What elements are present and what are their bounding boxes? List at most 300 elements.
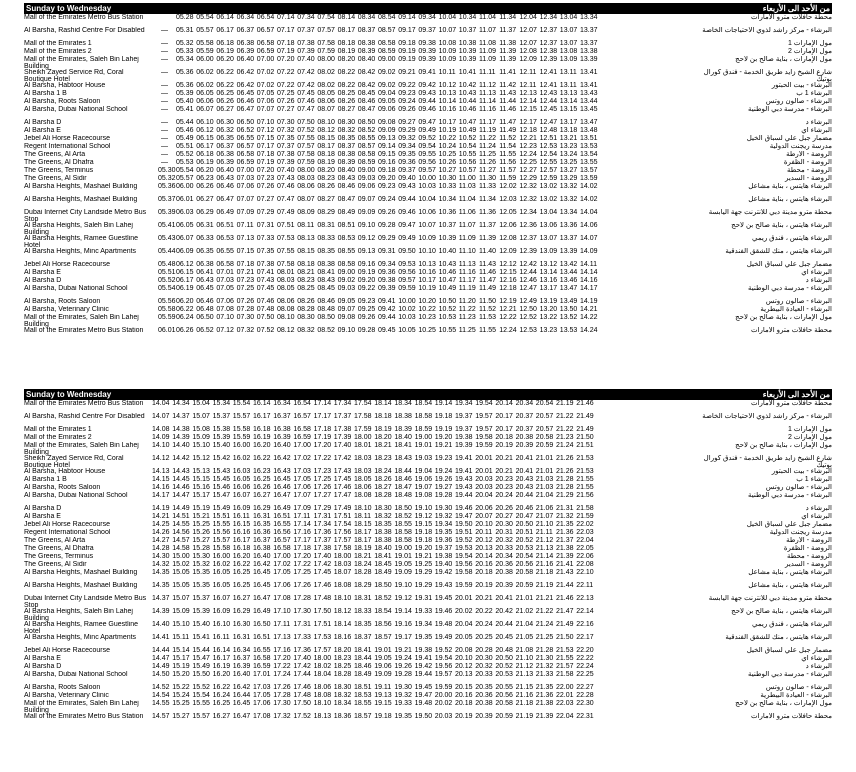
time-cell: 11.00 <box>458 175 476 182</box>
stop-name-en: Mall of the Emirates 1 <box>24 426 92 433</box>
time-cell: 21.16 <box>515 692 534 699</box>
time-cell: 18.08 <box>333 582 352 589</box>
time-cell: 17.19 <box>313 434 332 441</box>
time-cell: 19.46 <box>434 608 453 615</box>
first-departure-cell: — <box>161 98 168 105</box>
time-cell: 22.04 <box>556 713 574 720</box>
time-cell: 17.49 <box>333 505 352 512</box>
time-cell: 09.26 <box>378 209 396 216</box>
time-cell: 16.17 <box>232 537 251 544</box>
time-cell: 13.47 <box>559 285 578 292</box>
time-cell: 06.57 <box>236 143 255 150</box>
time-cell: 10.07 <box>438 27 457 34</box>
time-cell: 09.20 <box>357 277 376 284</box>
time-cell: 18.34 <box>333 700 352 707</box>
time-cell: 06.14 <box>216 14 234 21</box>
time-cell: 10.03 <box>418 183 436 190</box>
time-cell: 14.10 <box>152 442 170 449</box>
timetable-row <box>24 27 832 40</box>
time-cell: 20.59 <box>535 442 554 449</box>
time-cell: 08.48 <box>317 306 335 313</box>
time-cell: 17.02 <box>293 455 311 462</box>
time-cell: 12.50 <box>519 306 537 313</box>
time-cell: 09.35 <box>398 151 416 158</box>
time-cell: 20.45 <box>495 634 513 641</box>
time-cell: 14.28 <box>152 545 170 552</box>
time-cell: 09.45 <box>378 327 396 334</box>
time-cell: 15.57 <box>212 537 231 544</box>
time-cell: 15.41 <box>192 634 210 641</box>
time-cell: 15.00 <box>172 553 190 560</box>
time-cell: 12.36 <box>519 222 537 229</box>
time-cell: 19.51 <box>455 529 473 536</box>
time-cell: 16.31 <box>232 634 251 641</box>
stop-name-ar: البرشاء د <box>805 277 832 284</box>
time-cell: 11.19 <box>458 285 476 292</box>
time-cell: 19.29 <box>414 582 433 589</box>
time-cell: 20.03 <box>475 476 493 483</box>
time-cell: 15.20 <box>172 671 190 678</box>
time-cell: 09.38 <box>378 277 396 284</box>
time-cell: 06.42 <box>236 69 255 76</box>
time-cell: 15.04 <box>192 400 210 407</box>
time-cell: 08.15 <box>297 248 315 255</box>
time-cell: 18.03 <box>354 468 372 475</box>
time-cell: 19.03 <box>414 455 433 462</box>
time-cell: 13.54 <box>580 151 598 158</box>
time-cell: 16.29 <box>232 608 251 615</box>
time-cell: 19.26 <box>394 663 412 670</box>
time-cell: 21.18 <box>535 569 554 576</box>
stop-name-en: Al Barsha, Roots Saloon <box>24 484 101 491</box>
time-cell: 17.08 <box>273 595 291 602</box>
time-cell: 19.41 <box>455 468 473 475</box>
time-cell: 07.34 <box>297 14 315 21</box>
time-cell: 07.52 <box>256 327 275 334</box>
time-cell: 13.53 <box>559 327 578 334</box>
stop-name-ar: البرشاء - صالون روتس <box>765 484 832 491</box>
time-cell: 07.05 <box>256 90 275 97</box>
stop-name-ar: البرشاء هايتس ، بناية مشاعل <box>748 183 832 190</box>
first-departure-cell: — <box>161 69 168 76</box>
time-cell: 14.26 <box>152 529 170 536</box>
stop-name-en: Al Barsha, Dubai National School <box>24 106 128 113</box>
time-cell: 07.13 <box>236 235 255 242</box>
time-cell: 17.26 <box>293 582 311 589</box>
stop-name-en: The Greens, Al Sidir <box>24 561 87 568</box>
time-cell: 06.15 <box>176 269 194 276</box>
time-cell: 06.12 <box>196 127 214 134</box>
time-cell: 19.57 <box>434 671 453 678</box>
time-cell: 17.31 <box>313 513 332 520</box>
time-cell: 18.06 <box>313 684 332 691</box>
time-cell: 19.29 <box>414 569 433 576</box>
time-cell: 11.46 <box>499 106 517 113</box>
time-cell: 17.25 <box>293 569 311 576</box>
time-cell: 09.13 <box>357 248 376 255</box>
timetable-row <box>24 106 832 119</box>
time-cell: 20.01 <box>475 468 493 475</box>
time-cell: 12.32 <box>519 196 537 203</box>
time-cell: 19.15 <box>374 700 392 707</box>
stop-name-ar: مول الإمارات 1 <box>788 40 832 47</box>
time-cell: 17.48 <box>293 692 311 699</box>
time-cell: 21.22 <box>535 608 554 615</box>
first-departure-cell: — <box>161 40 168 47</box>
time-cell: 11.23 <box>458 314 476 321</box>
time-cell: 22.08 <box>576 561 594 568</box>
time-cell: 07.43 <box>277 175 295 182</box>
time-cell: 15.40 <box>212 442 231 449</box>
time-cell: 10.34 <box>458 14 477 21</box>
time-cell: 07.43 <box>256 277 275 284</box>
time-cell: 11.27 <box>479 167 496 174</box>
time-cell: 20.03 <box>434 713 453 720</box>
time-cell: 17.14 <box>313 400 332 407</box>
timetable-row <box>24 671 832 684</box>
time-cell: 14.55 <box>152 700 170 707</box>
time-cell: 17.25 <box>313 476 332 483</box>
time-cell: 08.19 <box>337 48 356 55</box>
timetable-row <box>24 327 832 340</box>
stop-name-ar: البرشاء - العيادة البيطرية <box>760 306 832 313</box>
time-cell: 09.57 <box>418 167 436 174</box>
time-cell: 09.08 <box>337 314 356 321</box>
time-cell: 11.49 <box>479 285 496 292</box>
time-cell: 15.52 <box>192 684 210 691</box>
time-cell: 09.09 <box>378 127 396 134</box>
time-cell: 18.18 <box>374 413 392 420</box>
stop-name-en: Mall of the Emirates, Saleh Bin Lahej Building <box>24 700 139 714</box>
time-cell: 13.09 <box>539 248 558 255</box>
time-cell: 18.54 <box>374 608 392 615</box>
time-cell: 13.09 <box>559 56 578 63</box>
time-cell: 13.50 <box>559 306 578 313</box>
time-cell: 20.10 <box>475 521 493 528</box>
time-cell: 18.58 <box>414 413 433 420</box>
time-cell: 16.00 <box>232 442 251 449</box>
time-cell: 07.57 <box>297 143 315 150</box>
time-cell: 15.34 <box>212 400 231 407</box>
timetable-row <box>24 537 832 545</box>
stop-name-en: Jebel Ali Horse Racecourse <box>24 521 110 528</box>
time-cell: 19.05 <box>394 561 412 568</box>
time-cell: 08.54 <box>378 14 396 21</box>
time-cell: 21.35 <box>556 521 574 528</box>
time-cell: 18.10 <box>333 595 352 602</box>
time-cell: 08.37 <box>357 27 376 34</box>
time-cell: 09.42 <box>378 306 396 313</box>
time-cell: 18.44 <box>354 655 372 662</box>
time-cell: 21.31 <box>556 505 574 512</box>
time-cell: 17.59 <box>354 426 372 433</box>
time-cell: 13.32 <box>559 196 578 203</box>
time-cell: 21.21 <box>535 595 554 602</box>
time-cell: 17.33 <box>293 634 311 641</box>
time-cell: 09.05 <box>337 298 356 305</box>
time-cell: 11.36 <box>479 209 496 216</box>
time-cell: 12.05 <box>499 209 517 216</box>
time-cell: 18.53 <box>354 692 372 699</box>
time-cell: 09.16 <box>378 159 396 166</box>
time-cell: 18.26 <box>374 476 392 483</box>
time-cell: 18.27 <box>374 484 392 491</box>
time-cell: 06.03 <box>176 209 194 216</box>
time-cell: 21.57 <box>556 663 574 670</box>
time-cell: 16.11 <box>232 513 250 520</box>
stop-name-en: Al Barsha 1 B <box>24 476 67 483</box>
time-cell: 17.17 <box>313 413 332 420</box>
first-departure-cell: — <box>161 82 168 89</box>
time-cell: 05.39 <box>176 90 194 97</box>
time-cell: 13.19 <box>539 298 558 305</box>
timetable-row <box>24 521 832 529</box>
time-cell: 18.49 <box>374 569 392 576</box>
time-cell: 07.25 <box>277 90 295 97</box>
time-cell: 19.05 <box>374 655 392 662</box>
stop-name-ar: البرشاء هايتس ، بناية صالح بن لاحج <box>731 222 832 229</box>
time-cell: 05.51 <box>176 143 194 150</box>
time-cell: 12.37 <box>539 40 558 47</box>
stop-name-en: Mall of the Emirates Metro Bus Station <box>24 400 144 407</box>
time-cell: 12.23 <box>519 143 537 150</box>
timetable-row <box>24 655 832 663</box>
time-cell: 16.45 <box>273 476 291 483</box>
time-cell: 18.38 <box>374 537 392 544</box>
time-cell: 06.59 <box>256 48 275 55</box>
time-cell: 08.55 <box>337 248 356 255</box>
time-cell: 16.22 <box>232 561 251 568</box>
time-cell: 15.39 <box>192 608 210 615</box>
time-cell: 20.41 <box>495 595 513 602</box>
time-cell: 09.02 <box>378 82 396 89</box>
time-cell: 10.25 <box>418 327 436 334</box>
stop-name-en: Jebel Ali Horse Racecourse <box>24 261 110 268</box>
time-cell: 07.32 <box>277 127 295 134</box>
time-cell: 07.51 <box>277 222 295 229</box>
time-cell: 17.53 <box>313 634 332 641</box>
time-cell: 08.46 <box>357 98 376 105</box>
time-cell: 21.39 <box>535 713 554 720</box>
time-cell: 06.45 <box>236 90 255 97</box>
time-cell: 19.12 <box>414 513 433 520</box>
time-cell: 18.41 <box>374 553 392 560</box>
time-cell: 21.08 <box>515 647 534 654</box>
time-cell: 22.11 <box>576 582 594 589</box>
time-cell: 13.17 <box>539 285 558 292</box>
time-cell: 16.00 <box>212 553 231 560</box>
time-cell: 17.34 <box>333 400 352 407</box>
time-cell: 21.22 <box>556 413 574 420</box>
time-cell: 15.54 <box>232 400 251 407</box>
time-cell: 17.30 <box>293 608 311 615</box>
time-cell: 17.36 <box>293 647 311 654</box>
time-cell: 07.38 <box>277 151 295 158</box>
time-cell: 19.19 <box>434 426 453 433</box>
time-cell: 18.14 <box>374 400 392 407</box>
time-cell: 13.47 <box>580 119 598 126</box>
time-cell: 06.19 <box>216 48 234 55</box>
time-cell: 19.59 <box>475 442 493 449</box>
time-cell: 09.07 <box>357 196 376 203</box>
time-cell: 08.42 <box>357 69 376 76</box>
time-cell: 13.32 <box>559 183 578 190</box>
time-cell: 10.13 <box>438 90 457 97</box>
time-cell: 18.31 <box>354 595 372 602</box>
time-cell: 16.56 <box>273 529 291 536</box>
stop-name-ar: مول الإمارات ، بناية صالح بن لاحج <box>735 700 832 707</box>
time-cell: 17.13 <box>273 634 291 641</box>
time-cell: 17.54 <box>333 521 352 528</box>
time-cell: 07.18 <box>277 40 295 47</box>
time-cell: 15.38 <box>212 426 231 433</box>
time-cell: 06.10 <box>196 119 214 126</box>
time-cell: 10.55 <box>438 327 457 334</box>
time-cell: 05.53 <box>176 159 194 166</box>
time-cell: 19.54 <box>434 655 453 662</box>
stop-name-en: Al Barsha Heights, Ramee Guestline Hotel <box>24 621 138 635</box>
time-cell: 12.57 <box>539 167 558 174</box>
time-cell: 10.47 <box>438 277 457 284</box>
time-cell: 16.07 <box>212 595 231 602</box>
time-cell: 11.09 <box>458 235 476 242</box>
stop-name-en: The Greens, Terminus <box>24 167 94 174</box>
time-cell: 09.37 <box>398 167 416 174</box>
stop-name-ar: محطة حافلات مترو الامارات <box>750 327 832 334</box>
time-cell: 18.23 <box>333 655 352 662</box>
time-cell: 09.50 <box>398 248 416 255</box>
time-cell: 19.11 <box>374 684 392 691</box>
time-cell: 07.30 <box>236 314 255 321</box>
time-cell: 08.42 <box>357 82 376 89</box>
time-cell: 13.37 <box>580 40 598 47</box>
stop-name-en: The Greens, Al Dhafra <box>24 159 94 166</box>
time-cell: 20.50 <box>515 521 534 528</box>
time-cell: 19.43 <box>455 476 473 483</box>
stop-name-ar: شارع الشيخ زايد طريق الخدمة - فندق كورال بوتيك <box>703 455 832 469</box>
time-cell: 08.20 <box>337 56 356 63</box>
time-cell: 16.18 <box>253 426 271 433</box>
time-cell: 12.45 <box>539 106 558 113</box>
time-cell: 18.33 <box>354 608 372 615</box>
time-cell: 07.35 <box>277 135 295 142</box>
stop-name-ar: البرشاء د <box>805 119 832 126</box>
time-cell: 10.42 <box>458 82 477 89</box>
stop-name-ar: الروضة - محطة <box>786 167 832 174</box>
time-cell: 17.51 <box>333 513 352 520</box>
time-cell: 11.04 <box>479 14 496 21</box>
time-cell: 09.32 <box>398 135 416 142</box>
time-cell: 20.33 <box>475 671 493 678</box>
stop-name-en: Al Barsha Heights, Mashael Building <box>24 183 138 190</box>
time-cell: 13.39 <box>580 56 598 63</box>
time-cell: 07.18 <box>236 261 255 268</box>
time-cell: 11.39 <box>499 48 517 55</box>
time-cell: 21.43 <box>556 569 574 576</box>
time-cell: 16.25 <box>212 700 231 707</box>
time-cell: 15.59 <box>232 434 251 441</box>
time-cell: 10.22 <box>418 306 436 313</box>
time-cell: 14.35 <box>152 582 170 589</box>
time-cell: 12.52 <box>519 314 537 321</box>
time-cell: 18.25 <box>333 663 352 670</box>
time-cell: 08.02 <box>317 69 335 76</box>
time-cell: 15.50 <box>192 671 210 678</box>
time-cell: 10.13 <box>418 261 436 268</box>
time-cell: 16.11 <box>212 634 230 641</box>
time-cell: 15.19 <box>172 663 190 670</box>
time-cell: 14.19 <box>580 298 598 305</box>
time-cell: 08.20 <box>317 167 335 174</box>
time-cell: 12.21 <box>499 306 517 313</box>
time-cell: 10.44 <box>458 98 477 105</box>
stop-name-ar: مضمار جبل علي لسباق الخيل <box>746 647 832 654</box>
time-cell: 08.32 <box>297 327 315 334</box>
time-cell: 16.39 <box>232 663 251 670</box>
time-cell: 11.16 <box>479 106 496 113</box>
time-cell: 11.49 <box>499 127 517 134</box>
time-cell: 20.43 <box>515 476 534 483</box>
stop-name-ar: البرشاء - مدرسة دبي الوطنية <box>747 285 832 292</box>
time-cell: 08.14 <box>337 14 356 21</box>
time-cell: 19.38 <box>434 553 453 560</box>
time-cell: 09.23 <box>378 183 396 190</box>
time-cell: 20.55 <box>495 684 513 691</box>
time-cell: 15.43 <box>212 468 231 475</box>
time-cell: 10.08 <box>438 40 457 47</box>
time-cell: 18.12 <box>333 608 352 615</box>
stop-name-en: Al Barsha, Dubai National School <box>24 492 128 499</box>
time-cell: 13.27 <box>559 167 578 174</box>
time-cell: 07.40 <box>297 56 315 63</box>
time-cell: 22.31 <box>576 713 594 720</box>
time-cell: 07.46 <box>256 298 275 305</box>
timetable-row <box>24 713 832 726</box>
time-cell: 18.05 <box>354 476 372 483</box>
time-cell: 19.52 <box>434 647 453 654</box>
time-cell: 16.26 <box>253 484 271 491</box>
time-cell: 06.40 <box>216 167 234 174</box>
time-cell: 06.38 <box>216 151 234 158</box>
time-cell: 17.46 <box>333 484 352 491</box>
time-cell: 06.40 <box>236 56 255 63</box>
time-cell: 19.01 <box>414 442 433 449</box>
time-cell: 13.04 <box>539 209 558 216</box>
time-cell: 15.21 <box>192 513 210 520</box>
timetable-row <box>24 90 832 98</box>
time-cell: 16.55 <box>253 647 271 654</box>
time-cell: 21.53 <box>556 647 574 654</box>
time-cell: 16.45 <box>253 582 271 589</box>
time-cell: 08.00 <box>317 56 335 63</box>
time-cell: 16.07 <box>232 492 251 499</box>
time-cell: 06.17 <box>196 143 214 150</box>
timetable-row <box>24 413 832 426</box>
time-cell: 21.24 <box>556 442 574 449</box>
time-cell: 13.49 <box>559 298 578 305</box>
stop-name-en: Mall of the Emirates, Saleh Bin Lahej Building <box>24 314 139 328</box>
time-cell: 08.49 <box>337 209 356 216</box>
time-cell: 10.41 <box>458 69 477 76</box>
time-cell: 13.44 <box>580 98 598 105</box>
time-cell: 09.22 <box>398 82 416 89</box>
timetable-row <box>24 647 832 655</box>
time-cell: 08.03 <box>277 277 295 284</box>
time-cell: 08.12 <box>317 127 335 134</box>
stop-name-en: Al Barsha E <box>24 269 61 276</box>
timetable-row <box>24 595 832 608</box>
time-cell: 20.33 <box>495 545 513 552</box>
